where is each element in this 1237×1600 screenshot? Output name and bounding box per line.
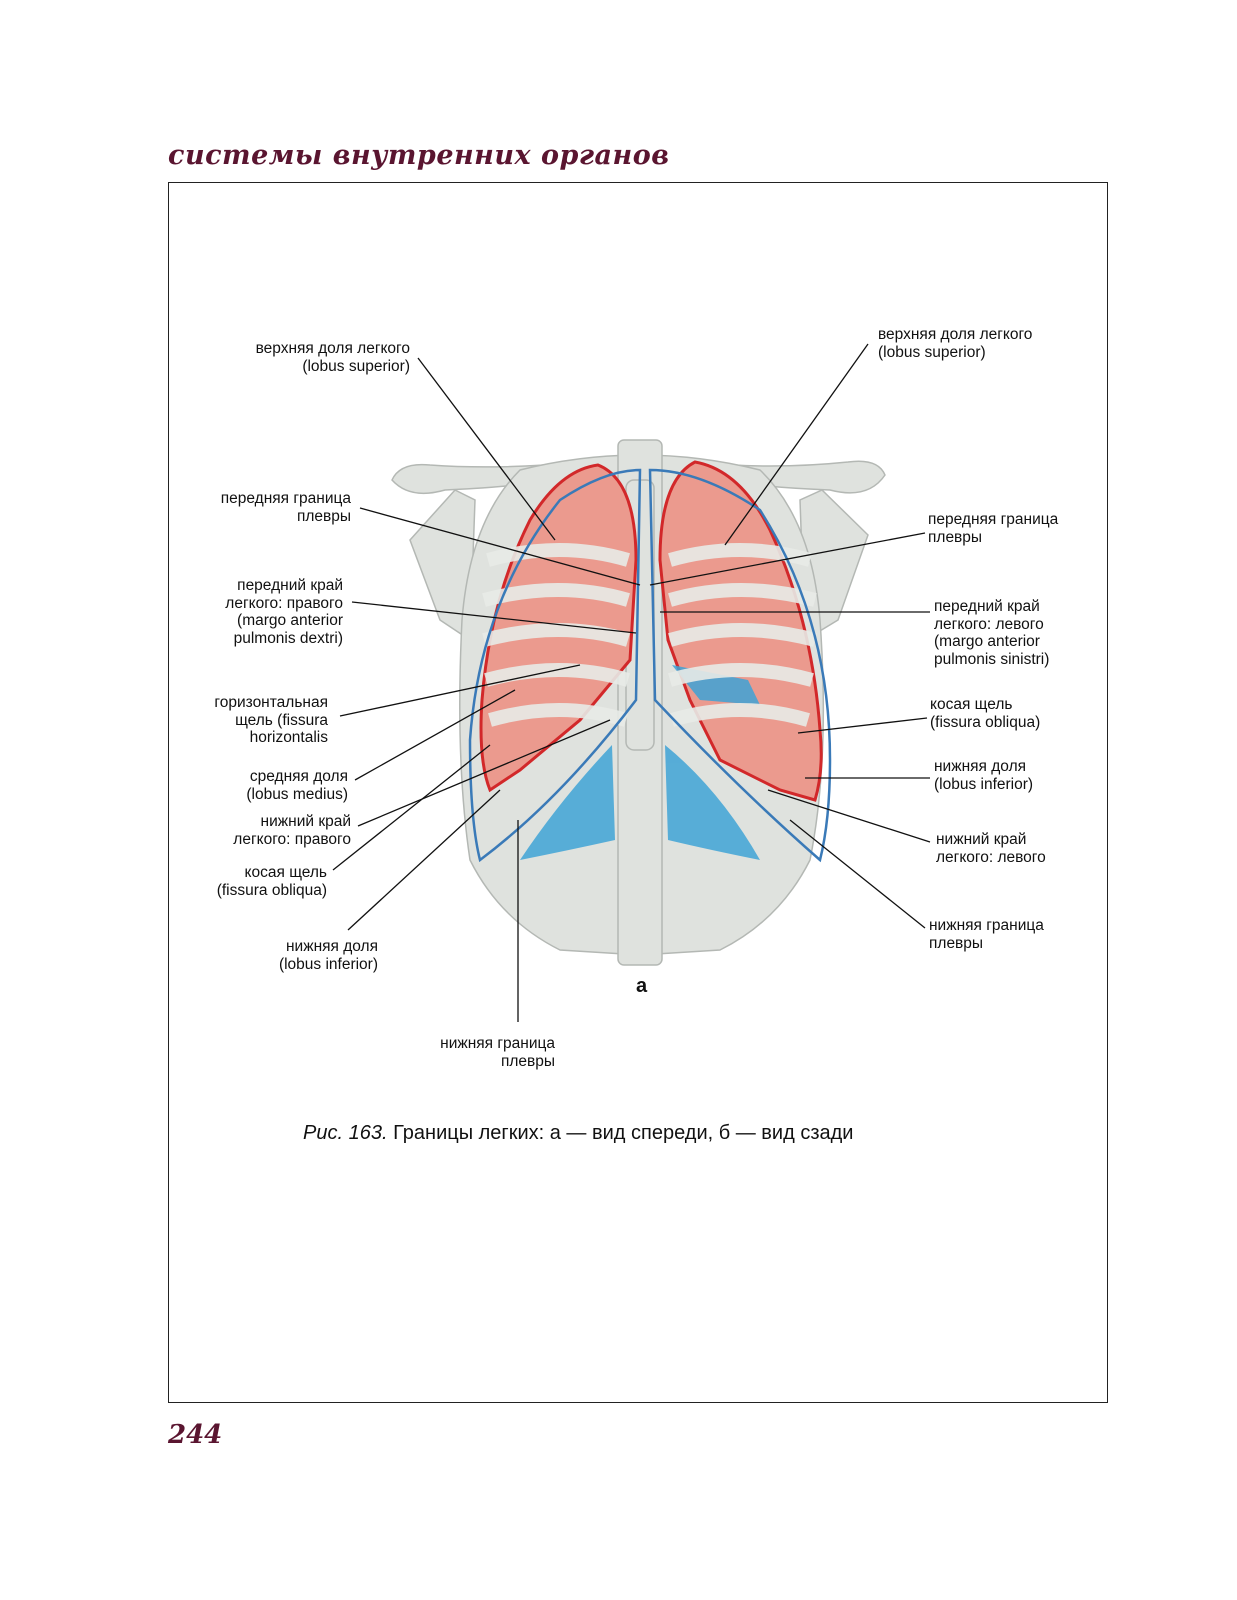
caption-text: Границы легких: а — вид спереди, б — вид сзади [387,1122,854,1144]
label-anterior-pleura-right: передняя граница плевры [220,490,351,525]
label-lower-pleura-bottom: нижняя граница плевры [440,1035,555,1070]
label-oblique-fissure-left: косая щель (fissura obliqua) [930,696,1041,731]
label-horizontal-fissure: горизонтальная щель (fissura horizontalis [214,694,328,746]
label-middle-lobe: средняя доля (lobus medius) [246,768,348,803]
label-oblique-fissure-right: косая щель (fissura obliqua) [216,864,327,899]
label-lower-pleura-left: нижняя граница плевры [929,917,1044,952]
figure-caption [303,1122,853,1145]
page-number: 244 [168,1420,223,1450]
caption-figure-number: Рис. 163. [303,1122,388,1144]
label-lower-margin-left: нижний край легкого: левого [936,831,1046,866]
running-head: системы внутренних органов [168,140,670,171]
label-anterior-margin-left: передний край легкого: левого (margo anterior pulmonis sinistri) [934,598,1050,668]
label-upper-lobe-right: верхняя доля легкого (lobus superior) [255,340,410,375]
label-anterior-margin-right: передний край легкого: правого (margo anterior pulmonis dextri) [225,577,343,647]
label-lower-margin-right: нижний край легкого: правого [233,813,351,848]
label-lower-lobe-left: нижняя доля (lobus inferior) [934,758,1034,793]
panel-letter: а [636,975,648,997]
label-anterior-pleura-left: передняя граница плевры [928,511,1059,546]
label-upper-lobe-left: верхняя доля легкого (lobus superior) [878,326,1033,361]
label-lower-lobe-right: нижняя доля (lobus inferior) [278,938,378,973]
